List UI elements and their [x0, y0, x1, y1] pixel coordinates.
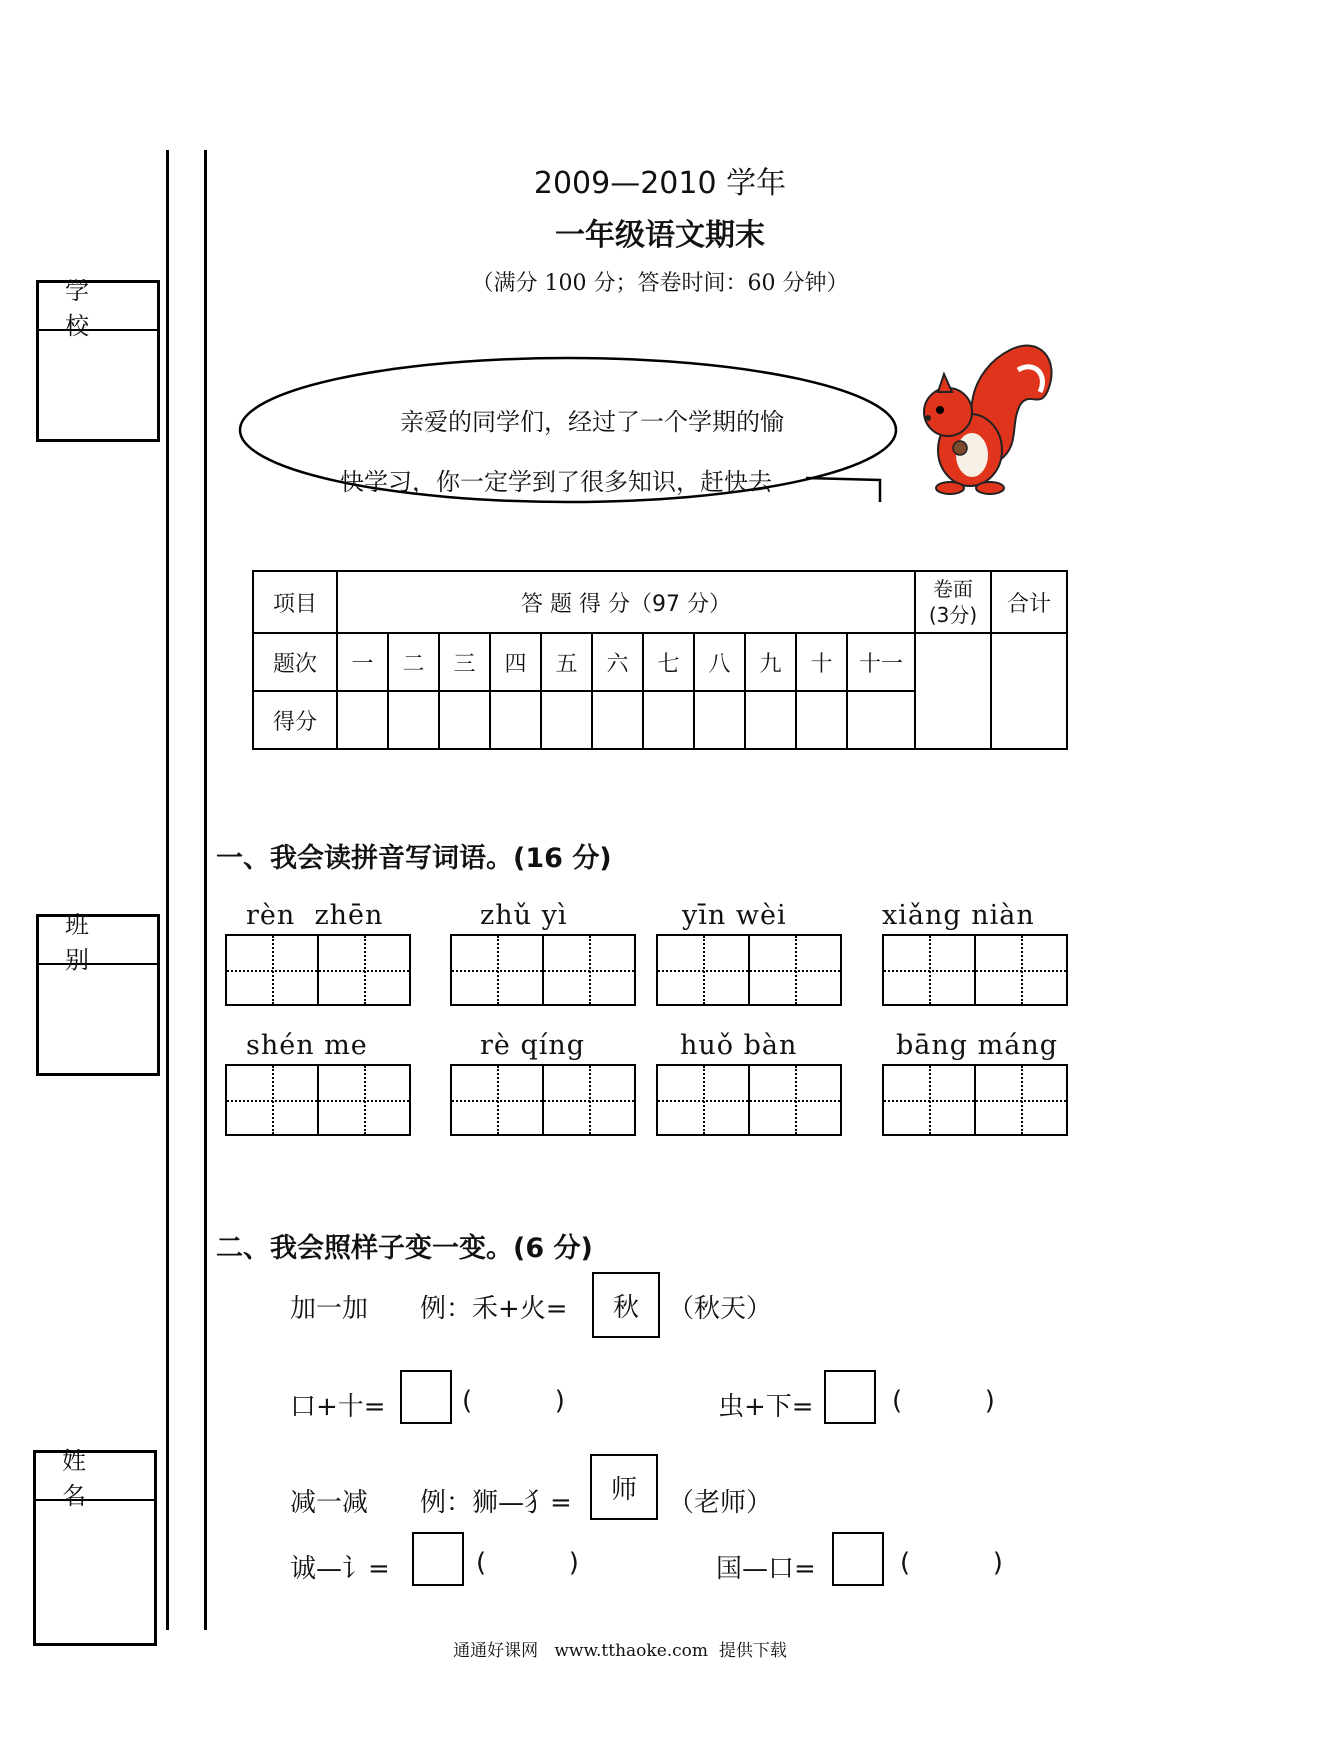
score-cell[interactable]: [388, 691, 439, 749]
sub-example-answer-box: 师: [590, 1454, 658, 1520]
exam-title: 一年级语文期末: [555, 218, 765, 253]
answer-box-d[interactable]: [832, 1532, 884, 1586]
question-number: 十: [796, 633, 847, 691]
answer-box-a[interactable]: [400, 1370, 452, 1424]
score-cell[interactable]: [592, 691, 643, 749]
total-header: 合计: [991, 571, 1067, 633]
section-1-title: 一、我会读拼音写词语。(16 分): [216, 843, 612, 874]
score-cell[interactable]: [337, 691, 388, 749]
score-cell[interactable]: [847, 691, 915, 749]
answer-box-b[interactable]: [824, 1370, 876, 1424]
school-year: 2009—2010 学年: [533, 166, 787, 201]
score-cell[interactable]: [643, 691, 694, 749]
writing-grid[interactable]: [225, 934, 411, 1006]
squirrel-illustration: [900, 330, 1060, 500]
pinyin-label: yīn wèi: [682, 900, 787, 931]
score-cell[interactable]: [490, 691, 541, 749]
writing-grid[interactable]: [225, 1064, 411, 1136]
pinyin-label: shén me: [246, 1030, 368, 1061]
pinyin-label: rè qíng: [480, 1030, 586, 1061]
bubble-line-1: 亲爱的同学们，经过了一个学期的愉: [400, 408, 784, 436]
writing-grid[interactable]: [450, 934, 636, 1006]
name-box[interactable]: [33, 1447, 157, 1646]
school-box[interactable]: [36, 277, 160, 442]
class-box[interactable]: [36, 911, 160, 1076]
score-table: [252, 570, 1068, 750]
bubble-line-2: 快学习，你一定学到了很多知识，赶快去: [340, 468, 772, 496]
word-blank-d[interactable]: ( ): [900, 1548, 1003, 1578]
writing-grid[interactable]: [450, 1064, 636, 1136]
pinyin-label: bāng máng: [896, 1030, 1059, 1061]
question-number: 三: [439, 633, 490, 691]
score-cell[interactable]: [541, 691, 592, 749]
pinyin-label: zhǔ yì: [480, 900, 568, 931]
question-number: 四: [490, 633, 541, 691]
word-blank-a[interactable]: ( ): [462, 1386, 565, 1416]
add-example-word: （秋天）: [668, 1294, 773, 1324]
section-2-title: 二、我会照样子变一变。(6 分): [216, 1233, 593, 1264]
row-label-item: 项目: [253, 571, 337, 633]
class-label: 班别: [39, 917, 157, 965]
answer-score-header: 答 题 得 分（97 分）: [337, 571, 915, 633]
word-blank-b[interactable]: ( ): [892, 1386, 995, 1416]
pinyin-label: rèn zhēn: [246, 900, 384, 931]
pinyin-label: huǒ bàn: [680, 1030, 798, 1061]
question-b: 虫+下=: [718, 1392, 814, 1422]
question-number: 十一: [847, 633, 915, 691]
row-label-score: 得分: [253, 691, 337, 749]
neatness-score-cell[interactable]: [915, 633, 991, 749]
row-label-question: 题次: [253, 633, 337, 691]
score-cell[interactable]: [694, 691, 745, 749]
question-number: 五: [541, 633, 592, 691]
writing-grid[interactable]: [656, 1064, 842, 1136]
question-d: 国—口=: [716, 1554, 816, 1584]
question-number: 九: [745, 633, 796, 691]
writing-grid[interactable]: [656, 934, 842, 1006]
binding-line-left: [166, 150, 169, 1630]
question-number: 七: [643, 633, 694, 691]
question-c: 诚—讠=: [290, 1554, 390, 1584]
sub-example: 例：狮—犭=: [420, 1488, 572, 1518]
pinyin-label: xiǎng niàn: [882, 900, 1035, 931]
writing-grid[interactable]: [882, 1064, 1068, 1136]
score-cell[interactable]: [796, 691, 847, 749]
add-example-answer-box: 秋: [592, 1272, 660, 1338]
sub-example-word: （老师）: [668, 1488, 773, 1518]
word-blank-c[interactable]: ( ): [476, 1548, 579, 1578]
answer-box-c[interactable]: [412, 1532, 464, 1586]
school-label: 学校: [39, 283, 157, 331]
score-cell[interactable]: [439, 691, 490, 749]
add-example: 例：禾+火=: [420, 1294, 568, 1324]
question-number: 六: [592, 633, 643, 691]
score-cell[interactable]: [745, 691, 796, 749]
question-a: 口+十=: [290, 1392, 386, 1422]
add-label: 加一加: [290, 1294, 369, 1324]
binding-line-right: [204, 150, 207, 1630]
total-score-cell[interactable]: [991, 633, 1067, 749]
question-number: 八: [694, 633, 745, 691]
footer-credit: 通通好课网 www.tthaoke.com 提供下载: [453, 1641, 787, 1661]
bubble-line-2-clip: [340, 462, 800, 496]
question-number: 一: [337, 633, 388, 691]
name-label: 姓名: [36, 1453, 154, 1501]
neatness-header: 卷面 (3分): [915, 571, 991, 633]
question-number: 二: [388, 633, 439, 691]
writing-grid[interactable]: [882, 934, 1068, 1006]
exam-subtitle: （满分 100 分；答卷时间：60 分钟）: [471, 271, 849, 296]
sub-label: 减一减: [290, 1488, 369, 1518]
